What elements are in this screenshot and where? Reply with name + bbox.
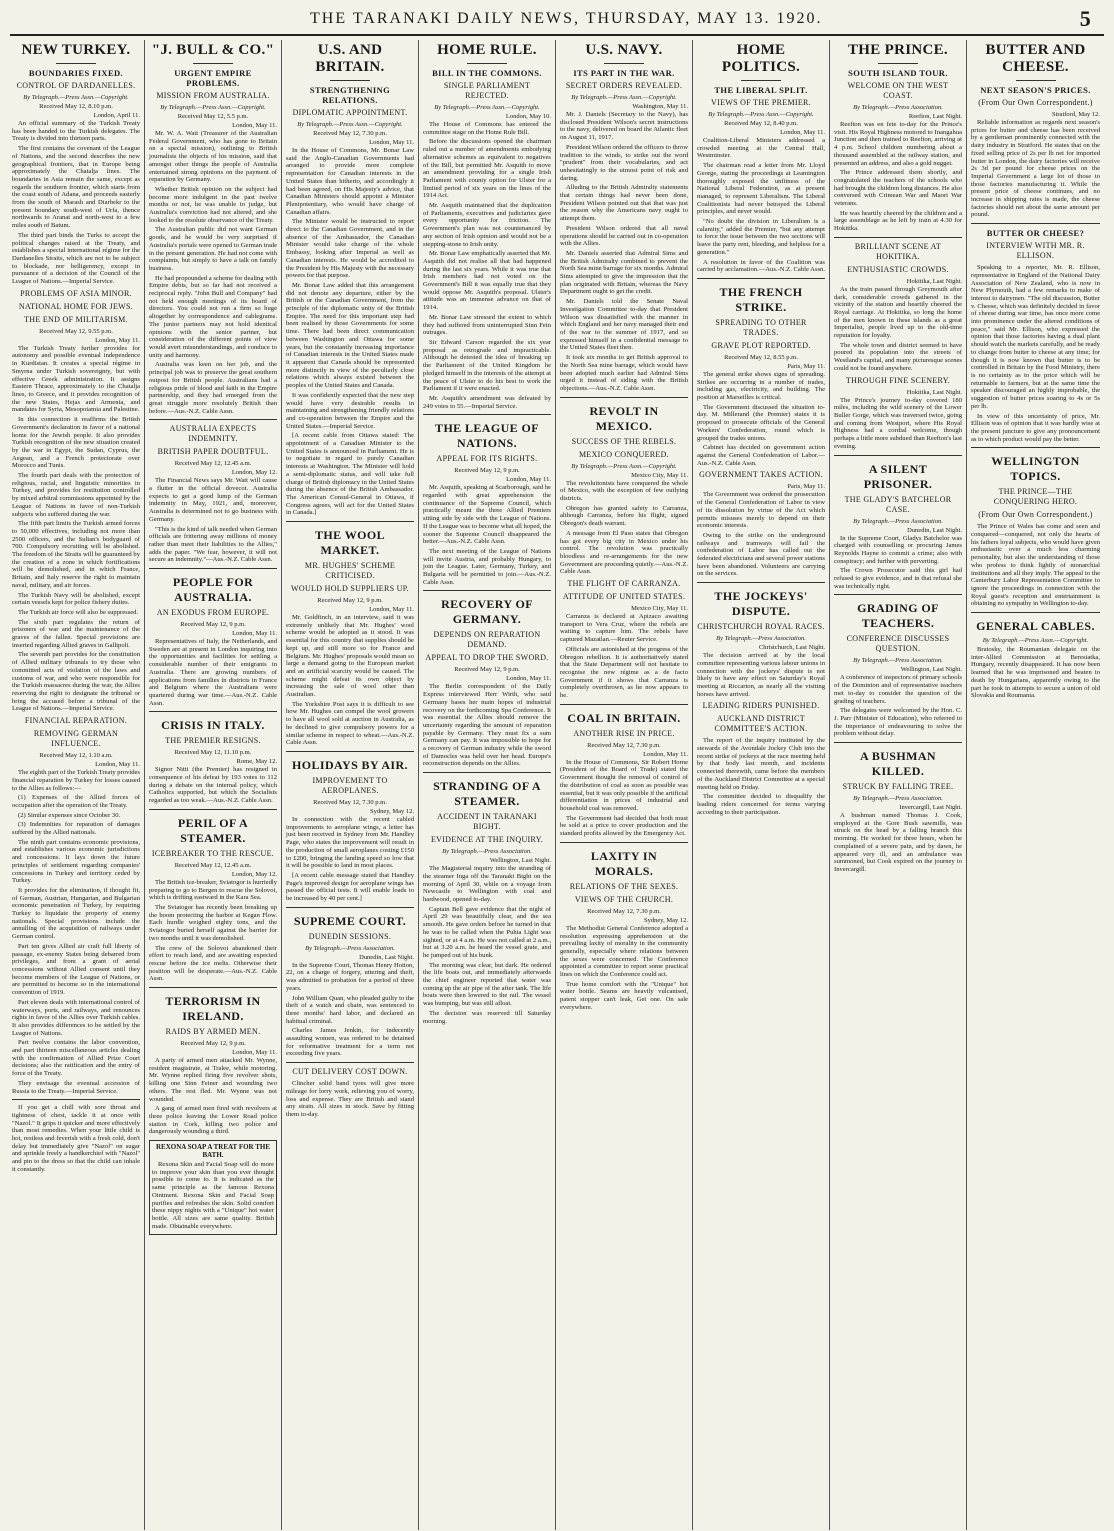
paragraph: The eighth part of the Turkish Treaty provides financial reparation by Turkey for losses caused to the Allies as follows:—	[12, 769, 140, 792]
paragraph: Mr. Bonar Law added that this arrangement did not denote any departure, either by the British or the Canadian Government, from the principle of the diplomatic unity of the British Empire. The need for this important step had been realised by those Governments for some time. There had been direct communication between Washington and Ottawa for some years, but the constantly increasing importance of Canadian interests in the United States made it apparent that Canada should be represented more distinctly in view of the peculiarly close relations which always existed between the peoples of the United States and Canada.	[286, 281, 414, 390]
paragraph: True home comfort with the "Unique" hot water bottle. Seams are heavily vulcanised, patent stopper can't leak, Get one. On sale everywhere.	[560, 980, 688, 1011]
received-line: Received May 12, 8.40 p.m.	[724, 120, 798, 127]
paragraph: In the House of Commons, Sir Robert Horne (President of the Board of Trade) stated the Government thought the removal of control of the distribution of coal as soon as possible was essential, but it was only possible if the artificial differentiation in prices of industrial and household coal was removed.	[560, 758, 688, 812]
byline: By Telegraph.—Press Assn.—Copyright.	[23, 94, 129, 101]
paragraph: The delegates were welcomed by the Hon. C. J. Parr (Minister of Education), who referred to the importance of endeavouring to solve the problem without delay.	[834, 707, 962, 738]
dateline: London, May 10.	[505, 113, 551, 120]
headline: A BUSHMAN KILLED.	[860, 749, 936, 779]
headline: "J. BULL & CO."	[151, 42, 275, 58]
subhead: (From Our Own Correspondent.)	[978, 510, 1093, 520]
paragraph: The Sviatogor has recently been breaking up the boom protecting the harbor at Kegan Flow. Each hurdle weighed eighty tons, and the Sviatogor buried herself against the barrier for two months until it was demolished.	[149, 904, 277, 942]
headline: THE LEAGUE OF NATIONS.	[435, 421, 539, 451]
subhead: APPEAL FOR ITS RIGHTS.	[436, 454, 538, 464]
paragraph: Mr. Daniels asserted that Admiral Sims and the British Admiralty combined to prevent the North Sea mine barrage for six months. Admiral Sims attempted to give the impression that the plan originated with Britain, whereas the Navy Department ought to get the credit.	[560, 249, 688, 296]
byline: By Telegraph.—Press Assn.—Copyright.	[160, 104, 266, 111]
dateline: London, April 11.	[93, 112, 140, 119]
subhead: IMPROVEMENT TO AEROPLANES.	[312, 776, 388, 795]
subhead: ATTITUDE OF UNITED STATES.	[562, 592, 686, 602]
headline: RECOVERY OF GERMANY.	[441, 597, 533, 627]
column-4	[419, 40, 556, 1530]
subhead: VIEWS OF THE PREMIER.	[711, 98, 811, 107]
subhead: LEADING RIDERS PUNISHED.	[702, 701, 820, 711]
paragraph: Part eleven deals with international control of waterways, ports, and railways, and renounces rights in favor of the Allies over Turkish cables. It also provides differences to be settled by the League of Nations.	[12, 998, 140, 1037]
paragraph: Mr. Bonar Law stressed the extent to which they had suffered from uninterrupted Sinn Fein outrages.	[423, 313, 551, 337]
paragraph: John William Quan, who pleaded guilty to the theft of a watch and chain, was sentenced to three months' hard labor, and declared an habitual criminal.	[286, 994, 414, 1025]
byline: By Telegraph.—Press Assn.—Copyright.	[708, 111, 814, 118]
paragraph: They envisage the eventual accession of Russia to the Treaty.—Imperial Service.	[12, 1079, 140, 1095]
paragraph: The next meeting of the League of Nations will invite Austria, and probably Hungary, to join the League. Later, Germany, Turkey, and Bulgaria will be permitted to join.—Aus.-N.Z. Cable Assn.	[423, 547, 551, 586]
headline: THE FRENCH STRIKE.	[719, 284, 803, 314]
headline: THE WOOL MARKET.	[315, 528, 385, 558]
received-line: Received May 12, 8.10 p.m.	[39, 103, 113, 110]
paragraph: Coalition-Liberal Ministers addressed a crowded meeting at the Central Hall, Westminster.	[697, 137, 825, 160]
paragraph: The Financial News says Mr. Watt will cause a flutter in the official dovecot. Australia expects to get a good lump of the German indemnity in May, 1921, and, moreover, Australia is determined not to go business with Germany.	[149, 477, 277, 523]
subhead: PROBLEMS OF ASIA MINOR.	[20, 288, 132, 298]
paragraph: The whole town and district seemed to have poured its population into the streets of Westland's capital, and many picturesque scenes could not be found anywhere.	[834, 341, 962, 372]
paragraph: Alluding to the British Admiralty statements that certain things had never been done, President Wilson pointed out that that was just the reason why the Americans navy ought to attempt them.	[560, 184, 688, 223]
subhead: STRENGTHENING RELATIONS.	[309, 85, 391, 105]
paragraph: In the House of Commons, Mr. Bonar Law said the Anglo-Canadian Governments had arranged to provide more complete representation for Canadian interests in the United States than hitherto, and accordingly it had been agreed, on His Majesty's advice, that Canadian Ministers should appoint a Minister Plenipotentiary, who would have charge of Canadian affairs.	[286, 147, 414, 216]
dateline: Sydney, May 12.	[370, 808, 414, 815]
subhead: RAIDS BY ARMED MEN.	[165, 1027, 261, 1037]
paragraph: Reefton was en fete to-day for the Prince's visit. His Royal Highness motored to Inangahua Junction and then trained to Reefton, arriving at 4 p.m. School children numbering about a thousand assembled at the railway station, and presented an address, and also a gold nugget.	[834, 121, 962, 167]
headline: PERIL OF A STEAMER.	[177, 815, 249, 845]
paragraph: Mr. Asquith, speaking at Scarborough, said he regarded with great apprehension the continuance of the Supreme Council, which practically meant the three Allied Premiers sitting side by side with the League of Nations. If the League was to become what all hoped, the sooner the Supreme Council disappeared the better.—Aus.-N.Z. Cable Assn.	[423, 484, 551, 546]
dateline: Mexico City, May 11.	[631, 605, 688, 613]
subhead: EVIDENCE AT THE INQUIRY.	[430, 835, 544, 845]
paragraph: The Yorkshire Post says it is difficult to see how Mr. Hughes can compel the wool growers to have all wool sold at auction in Australia, as he declined to give compulsory powers for a similar scheme in respect to wheat.—Aus.-N.Z. Cable Assn.	[286, 700, 414, 747]
paragraph: The Minister would be instructed to report direct to the Canadian Government, and in the absence of the Ambassador, the Canadian Minister would take charge of the whole Embassy, looking after Imperial as well as Canadian interests. He would be accredited to the President by His Majesty with the necessary powers for that purpose.	[286, 218, 414, 280]
paragraph: A resolution in favor of the Coalition was carried by acclamation.—Aus.-N.Z. Cable Assn.	[697, 258, 825, 274]
subhead: MR. HUGHES' SCHEME CRITICISED.	[304, 561, 396, 581]
headline: REVOLT IN MEXICO.	[589, 403, 659, 433]
subhead: NATIONAL HOME FOR JEWS.	[18, 301, 134, 311]
paragraph: The Government discussed the situation to-day. M. Millerand (the Premier) states it is proposed to prosecute officials of the General Workers' Confederation, round which is grouped the trades unions.	[697, 403, 825, 442]
received-line: Received May 12, 12.45 a.m.	[174, 861, 252, 869]
paragraph: The Berlin correspondent of the Daily Express interviewed Herr Wirth, who said Germany bases her main hopes of industrial recovery on the forthcoming Spa Conference. It was essential the Allies should remove the uncertainty regarding the amount of reparation payable by Germany. They must fix a sum Germany can pay. It was impossible to hope for a recovery of German industry while the sword of Damocles was held over her head. Europe's reconstruction depends on the Allies.	[423, 683, 551, 768]
dateline: Dunedin, Last Night.	[907, 526, 962, 534]
headline: TERRORISM IN IRELAND.	[165, 994, 261, 1024]
headline: U.S. AND BRITAIN.	[315, 42, 385, 75]
advertisement-text: Rexona Skin and Facial Soap will do more to improve your skin than you ever thought possible to come to. It is indicated as the same principle as the famous Rexona Ointment. Rexona Skin and Facial Soap purifies and refreshes the skin. Solid comfort these nippy nights with a "Unique" hot water bottle. All sizes are same quality. British made. Obtainable everywhere.	[152, 1161, 274, 1230]
paragraph: He had propounded a scheme for dealing with Empire debts, but so far had not received a reciprocal reply. "John Bull and Company" had not held enough meetings of its board of directors. You could not run a firm so huge altogether by correspondence and cablegrams. The junior partners may not hold identical opinions with the senior partner, but consideration of the different points of view would avert misunderstandings, and conduce to unity and harmony.	[149, 274, 277, 359]
dateline: London, May 11.	[643, 750, 688, 758]
paragraph: The Crown Prosecutor said this girl had refused to give evidence, and in that refusal she was technically right.	[834, 567, 962, 590]
subhead: APPEAL TO DROP THE SWORD.	[425, 653, 549, 663]
byline: By Telegraph.—Press Assn.—Copyright.	[571, 462, 677, 470]
dateline: Mexico City, May 11.	[631, 471, 688, 479]
paragraph: A party of armed men attacked Mr. Wynne, resident magistrate, at Tralee, while motoring. Mr. Wynne replied firing five revolver shots, killing one Sinn Feiner and wounding two others. The rest fled. Mr. Wynne was not wounded.	[149, 1057, 277, 1103]
paragraph: The Prince's journey to-day covered 180 miles, including the wild scenery of the Lower Buller Gorge, which was traversed twice, going and coming from Westport, where His Royal Highness had a cordial welcome, though perhaps a little more subdued than Reefton's last evening.	[834, 396, 962, 450]
dateline: London, May 11.	[232, 1049, 277, 1057]
paragraph: Signor Nitti (the Premier) has resigned in consequence of his defeat by 193 votes to 112 during a debate on the internal policy, which Catholics supported, but which the Socialists regarded as too weak.—Aus.-N.Z. Cable Assn.	[149, 766, 277, 805]
paragraph: Reliable information as regards next season's prices for butter and cheese has been received by a gentleman prominently connected with the dairy industry in Stratford. He states that on the fixed selling price of 2s per lb net for imported butter in London, the dairy factories will receive 2s 3d per pound for cheese prices on the Imperial Government a large lot of those to those factories manufacturing it. While the present price of cheese continues, and no increase in shipping rates is made, the cheese factories should net about the same amount per pound.	[971, 119, 1100, 219]
paragraph: In the Supreme Court, Thomas Henry Hotton, 22, on a charge of forgery, uttering and theft, was admitted to probation for a period of three years.	[286, 961, 414, 992]
paragraph: Before the discussions opened the chairman ruled out a number of amendments embodying alternative schemes as equivalent to negatives of the Bill, but permitted Mr. Asquith to move an amendment providing for a single Irish Parliament with county option for Ulster for a limited period of six years on the lines of the 1914 Act.	[423, 138, 551, 200]
dateline: London, May 11.	[95, 336, 140, 344]
paragraph: Representatives of Italy, the Netherlands, and Sweden are at present in London inquiring into the opportunities and facilities for settling a considerable number of their emigrants in Australia. There are growing numbers of applications from families in districts in France and Belgium where the Australians were quartered during war time.—Aus.-N.Z. Cable Assn.	[149, 638, 277, 707]
subhead: GOVERNMENT TAKES ACTION.	[699, 470, 823, 480]
subhead: CONFERENCE DISCUSSES QUESTION.	[846, 634, 950, 654]
subhead: DUNEDIN SESSIONS.	[308, 931, 392, 941]
paragraph: The decision was reserved till Saturday morning.	[423, 1009, 551, 1025]
byline: By Telegraph.—Press Association.	[853, 104, 943, 111]
subhead: SINGLE PARLIAMENT REJECTED.	[443, 81, 531, 100]
paragraph: Part twelve contains the labor convention, and part thirteen miscellaneous articles dealing with the confirmation of Allied Prize Court decisions; also the ratification and the entry of force of the Treaty.	[12, 1039, 140, 1078]
masthead	[10, 4, 1104, 36]
subhead: (From Our Own Correspondent.)	[978, 98, 1093, 107]
received-line: Received May 12, 9 p.m.	[454, 467, 520, 475]
masthead-title: THE TARANAKI DAILY NEWS, THURSDAY, MAY 13. 1920.	[310, 10, 823, 27]
paragraph: In the Supreme Court, Gladys Batchelor was charged with counselling or procuring James Reynolds Hayne to commit a crime; also with conspiracy; and further with perverting.	[834, 534, 962, 565]
columns	[8, 40, 1106, 1530]
paragraph: The report of the inquiry instituted by the stewards of the Avondale Jockey Club into the recent strike of jockeys at the race meeting held by that body last month, and incidents connected therewith, came before the members of the Auckland District Committee at a special meeting held on Friday.	[697, 737, 825, 791]
dateline: Christchurch, Last Night.	[758, 644, 825, 652]
paragraph: In view of this uncertainty of price, Mr. Ellison was of opinion that it was hardly wise at the present juncture to give any pronouncement as to which product would pay the better.	[971, 412, 1100, 443]
dateline: Hokitika, Last Night.	[906, 277, 962, 285]
subhead: AUCKLAND DISTRICT COMMITTEE'S ACTION.	[714, 714, 808, 734]
received-line: Received May 12, 7.30 p.m.	[313, 130, 387, 137]
paragraph: The chairman read a letter from Mr. Lloyd George, stating the proceedings at Leamington thoroughly exposed the unfitness of the National Liberal Federation, as at present managed, to represent Liberalism. The Liberal Coalitionists had never betrayed the Liberal principles, and never would.	[697, 162, 825, 216]
subhead: INTERVIEW WITH MR. R. ELLISON.	[986, 241, 1085, 261]
advertisement-text: If you get a chill with sore throat and tightness of chest, tackle it at once with "Nazol." It grips it quicker and more effectively than most remedies. When your little child is hot, restless and feverish with a fresh cold, don't delay but immediately give "Nazol" on sugar and sprinkle freely a handkerchief with "Nazol" and pin to the dress so that the child can inhale it constantly.	[12, 1104, 140, 1173]
paragraph: Clincher solid band tyres will give more mileage for lorry work, relieving you of worry, loss and expense. They are British and stand any strain. All sizes in stock. Save by fitting them to-day.	[286, 1080, 414, 1118]
paragraph: Mr. W. A. Watt (Treasurer of the Australian Federal Government, who has gone to Britain on a special mission), outlining to British journalists the objects of his mission, said that amongst other things the people of Australia entertained strong opinions on the payment of reparation by Germany.	[149, 130, 277, 184]
subhead: MEXICO CONQUERED.	[579, 449, 669, 459]
received-line: Received May 12, 11.10 p.m.	[174, 749, 252, 757]
headline: NEW TURKEY.	[21, 42, 131, 58]
subhead: THE GLADY'S BATCHELOR CASE.	[844, 494, 952, 514]
paragraph: The Government had decided that both must be sold at a price to cover production and the standard profits allowed by the Emergency Act.	[560, 814, 688, 838]
dateline: London, May 11.	[369, 139, 414, 146]
byline: By Telegraph.—Press Association.	[853, 795, 943, 803]
received-line: Received May 12, 7.30 p.m.	[587, 741, 661, 749]
paragraph: The third part binds the Turks to accept the political changes raised at the Treaty, and establishes a special international régime for the Dardanelles Straits, which are not to be subject to blockade, nor belligerency, except in pursuance of a decision of the Council of the League of Nations.—Imperial Service.	[12, 231, 140, 286]
subhead: ACCIDENT IN TARANAKI BIGHT.	[437, 812, 537, 832]
column-8	[967, 40, 1104, 1530]
subhead: WELCOME ON THE WEST COAST.	[847, 81, 949, 100]
paragraph: It took six months to get British approval to the North Sea mine barrage, which would have been adopted much earlier had Admiral Sims urged it instead of siding with the British objections.—Aus.-N.Z. Cable Assn.	[560, 354, 688, 392]
subhead: MISSION FROM AUSTRALIA.	[156, 91, 270, 100]
headline: GENERAL CABLES.	[976, 619, 1095, 634]
dateline: London, May 11.	[780, 129, 825, 136]
subhead: FINANCIAL REPARATION.	[24, 716, 128, 726]
subhead: ENTHUSIASTIC CROWDS.	[847, 264, 949, 274]
byline: By Telegraph.—Press Assn.—Copyright.	[982, 637, 1089, 645]
subhead: BOUNDARIES FIXED.	[28, 68, 124, 78]
subhead: WOULD HOLD SUPPLIERS UP.	[291, 584, 409, 594]
paragraph: Mr. Daniels told the Senate Naval Investigation Committee to-day that President Wilson was dissatisfied with the manner in which England and her navy managed their end of the war to the summer of 1917, and so expressed himself in a confidential message to the United States fleet then.	[560, 298, 688, 352]
subhead: AUSTRALIA EXPECTS INDEMNITY.	[169, 424, 257, 444]
advertisement-title: REXONA SOAP A TREAT FOR THE BATH.	[155, 1143, 271, 1160]
headline: GRADING OF TEACHERS.	[857, 601, 939, 631]
column-5	[556, 40, 693, 1530]
byline: By Telegraph.—Press Assn.—Copyright.	[571, 94, 677, 101]
headline: THE PRINCE.	[848, 42, 948, 58]
paragraph: The Magisterial inquiry into the stranding of the steamer Inga off the Taranaki Bight on the morning of April 30, while on a voyage from Newcastle to Wellington with coal and hardwood, opened to-day.	[423, 865, 551, 903]
subhead: CHRISTCHURCH ROYAL RACES.	[697, 622, 825, 632]
paragraph: Carranza is declared at Apizaco awaiting transport to Vera Cruz, where the rebels are waiting to capture him. The rebels have captured Mazatlan.—Reuter Service.	[560, 613, 688, 644]
column-7	[830, 40, 967, 1530]
paragraph: The Methodist General Conference adopted a resolution expressing apprehension at the prevailing laxity of morality in the community generally, especially where relations between the sexes were concerned. The Conference appointed a committee to report some practical lines on which the Conference could act.	[560, 924, 688, 979]
subhead: SOUTH ISLAND TOUR.	[848, 68, 948, 78]
paragraph: The revolutionists have conquered the whole of Mexico, with the exception of few outlying districts.	[560, 479, 688, 503]
paragraph: Whether British opinion on the subject had become more indulgent in the past twelve months or not, he was unable to judge, but Australia's conviction had not altered, and she looked to the resolute observance of the Treaty.	[149, 185, 277, 224]
subhead: BRILLIANT SCENE AT HOKITIKA.	[854, 241, 942, 261]
page-number: 5	[1079, 6, 1092, 31]
paragraph: Charles James Jenkin, for indecently assaulting women, was ordered to be detained for reformative treatment for a term not exceeding five years.	[286, 1027, 414, 1058]
received-line: Received May 12, 12.45 a.m.	[174, 460, 252, 468]
headline: U.S. NAVY.	[585, 42, 663, 58]
headline: SUPREME COURT.	[293, 913, 407, 928]
paragraph: The morning was clear, but dark. He ordered the life boats out, and immediately afterwards the chief engineer reported that water was coming up the air pipe of the after tank. The life boats were then lowered to the rail. The vessel was bumping, but was still afloat.	[423, 961, 551, 1008]
dateline: London, May 12.	[231, 870, 277, 878]
received-line: Received May 12, 8.55 p.m.	[724, 353, 798, 361]
paragraph: [A recent cable from Ottawa stated: The appointment of a Canadian Minister to the United States is announced in Parliament. He is to negotiate in regard to purely Canadian interests at Washington. The Minister will hold a semi-diplomatic status, and will take full charge of British diplomacy in the United States during the absence of the British Ambassador. The American Consul-General in Ottawa, if Congress agrees, will act for the United States in Canada.]	[286, 432, 414, 517]
subhead: DIPLOMATIC APPOINTMENT.	[292, 108, 408, 117]
paragraph: The Turkish air force will also be suppressed.	[18, 608, 139, 616]
paragraph: Captain Bell gave evidence that the night of April 29 was beautifully clear, and the sea smooth. He gave orders before he turned in that he was to be called when the Puhia Light was sighted, or at 4 a.m. He was not called at 2 a.m., but at 3.20 a.m. he heard the vessel grate, and he jumped out of his bunk.	[423, 905, 551, 959]
subhead: GRAVE PLOT REPORTED.	[711, 340, 811, 350]
subhead: AN EXODUS FROM EUROPE.	[156, 608, 270, 618]
headline: STRANDING OF A STEAMER.	[433, 779, 541, 809]
subhead: THE FLIGHT OF CARRANZA.	[567, 579, 681, 589]
dateline: Sydney, May 12.	[644, 916, 688, 924]
byline: By Telegraph.—Press Assn.—Copyright.	[434, 104, 540, 111]
paragraph: Obregon has granted safety to Carranza, although Carranza, before his flight, signed Obregon's death warrant.	[560, 504, 688, 528]
received-line: Received May 12, 5.5 p.m.	[177, 113, 249, 120]
paragraph: A conference of inspectors of primary schools of the Dominion and of representative teachers met to-day to consider the question of the grading of teachers.	[834, 674, 962, 705]
paragraph: The Turkish Navy will be abolished, except certain vessels kept for police fishery duties.	[12, 591, 140, 607]
paragraph: It was confidently expected that the new step would have very desirable results in maintaining and strengthening friendly relations and co-operation between the Empire and the United States.—Imperial Service.	[286, 391, 414, 430]
byline: By Telegraph.—Press Association.	[716, 635, 806, 643]
subhead: THROUGH FINE SCENERY.	[845, 375, 951, 385]
paragraph: The crew of the Solovoi abandoned their effort to reach land, and are awaiting expected rescue before the ice melts. Otherwise their position will be desperate.—Aus.-N.Z. Cable Assn.	[149, 944, 277, 983]
subhead: BILL IN THE COMMONS.	[432, 68, 542, 78]
paragraph: The Turkish Treaty further provides for autonomy and possible eventual independence in Kurdistan. It creates a special régime in Smyrna under Turkish sovereignty, but with effective Greek administration. It assigns Eastern Thrace, approximately to the Chatalja lines, to Greece, and it provides recognition of the new States, Hejas and Armenia, and mandates for Syria, Mesopotamia and Palestine.	[12, 344, 140, 414]
dateline: Wellington, Last Night.	[489, 857, 551, 865]
paragraph: Mr. Goldfinch, in an interview, said it was extremely unlikely that Mr. Hughes' wool scheme would be adopted as it stood. It was essential for this country that supplies should be kept up, and still more so for France and Belgium. Mr. Hughes' proposals would mean so large a demand going to the European market and an artificial scarcity would be caused. The scheme might defeat its own object by increasing the sale of wool other than Australian.	[286, 614, 414, 699]
paragraph: Officials are astonished at the progress of the Obregon rebellion. It is authoritatively stated that the State Department will not hesitate to recognise the new régime as a de facto Government if it shows that Carranza is completely overthrown, as he now appears to be.	[560, 645, 688, 700]
paragraph: In this connection it reaffirms the British Government's declaration in favor of a national home for the Jewish people. It also provides Turkish recognition of the new situation created by the war in Egypt, the Sudan, Cyprus, the Aegean, and a French protectorate over Morocco and Tunis.	[12, 416, 140, 470]
received-line: Received May 12, 9 p.m.	[180, 621, 246, 629]
subhead: BUTTER OR CHEESE?	[986, 228, 1085, 239]
dateline: Reefton, Last Night.	[908, 113, 962, 120]
headline: CRISIS IN ITALY.	[161, 718, 265, 733]
paragraph: (3) Indemnities for reparation of damages suffered by the Allied nationals.	[12, 821, 140, 837]
headline: LAXITY IN MORALS.	[590, 848, 658, 878]
headline: COAL IN BRITAIN.	[567, 710, 681, 725]
paragraph: The first contains the covenant of the League of Nations, and the second describes the new geographical frontiers, that in Europe being approximately the Chatalja lines. The boundaries in Asia remain the same, except as regards the southern frontier, which starts from the coast south of Adana, and proceeds easterly from the south of Marash and Diarbekr to the present boundary south-west of Urfa, thence northwards to Aranat and north-west to a few miles south of Batum.	[12, 145, 140, 230]
paragraph: Speaking to a reporter, Mr. R. Ellison, representative in England of the National Dairy Association of New Zealand, who is now in New Plymouth, had a few remarks to make of interest to dairymen. "The old discussion, Butter v. Cheese, which was definitely decided in favor of cheese during war time, has once more come into prominence under the altered conditions of peace," said Mr. Ellison, who expressed the opinion that those factories having a dual plant should watch the markets carefully, and be ready to change from butter to cheese at any time; for though it is now known that butter is to be controlled in Britain by the Food Ministry, there is no certainty as to the price which will be returnable to farmers, but at the same time the speaker discouraged an highly improbable, the suggestion of butter prices soaring to 4s or 5s per lb.	[971, 264, 1100, 410]
paragraph: The Prince of Wales has come and seen and conquered—conquered, not only the hearts of his fathers loyal subjects, who would have given enthusiastic over a much less charming personality, but also the understanding of those who profess to think lightly of monarchial institutions and all they imply. The appeal to the Canterbury Labor Representation Committee to ignore the proceedings in connection with the Royal guest's reception and entertainment is obtaining no sympathy in Wellington to-day.	[971, 523, 1100, 608]
dateline: Paris, May 11.	[787, 362, 825, 370]
subhead: THE PRINCE—THE CONQUERING HERO.	[993, 487, 1078, 507]
paragraph: Mr. Asquith's amendment was defeated by 249 votes to 55.—Imperial Service.	[423, 394, 551, 410]
headline: HOME POLITICS.	[721, 42, 801, 75]
paragraph: A message from El Paso states that Obregon has got every big city in Mexico under his control. The revolution was practically bloodless and re-arrangements for the new Government are proceeding quietly.—Aus.-N.Z. Cable Assn.	[560, 529, 688, 576]
byline: By Telegraph.—Press Assn.—Copyright.	[297, 121, 403, 128]
dateline: London, May 11.	[232, 122, 277, 129]
paragraph: President Wilson ordered the officers to throw tradition to the winds, to strike out the word "prudent" from their vocabularies, and act unhesitatingly to the utmost point of risk and daring.	[560, 143, 688, 182]
subhead: SPREADING TO OTHER TRADES.	[715, 317, 807, 337]
byline: By Telegraph.—Press Association.	[305, 944, 395, 952]
received-line: Received May 12, 9 p.m.	[317, 597, 383, 605]
paragraph: The Government was ordered the prosecution of the General Confederation of Labor in view of its dissolution by virtue of the Act which permits misuses merely to depend on their economic interests.	[697, 491, 825, 530]
received-line: Received May 12, 1.10 a.m.	[39, 752, 113, 760]
subhead: BRITISH PAPER DOUBTFUL.	[157, 447, 269, 457]
paragraph: It provides for the elimination, if thought fit, of German, Austrian, Hungarian, and Bulgarian economic penetration of Turkey, by requiring Turkey to liquidate the property of enemy nationals. Special provisions include the annulling of the acquisition of railways under German control.	[12, 886, 140, 941]
paragraph: The fifth part limits the Turkish armed forces to 50,000 effectives, including not more than 2500 officers, and the Sultan's bodyguard of 700. Compulsory recruiting will be abolished. The freedom of the Straits will be guaranteed by the creation of a zone in which fortifications will be demolished, and in which France, Britain, and Italy reserve the right to maintain naval, military, and air forces.	[12, 520, 140, 589]
byline: By Telegraph.—Press Association.	[853, 517, 943, 525]
paragraph: Cabinet has decided on government action against the General Confederation of Labor.—Aus.-N.Z. Cable Assn.	[697, 444, 825, 467]
paragraph: An official summary of the Turkish Treaty has been handed to the Turkish delegates. The Treaty is divided into thirteen parts.	[12, 120, 140, 143]
subhead: CONTROL OF DARDANELLES.	[16, 81, 136, 90]
subhead: NEXT SEASON'S PRICES.	[980, 85, 1091, 95]
paragraph: (1) Expenses of the Allied forces of occupation after the operation of the Treaty.	[12, 794, 140, 809]
paragraph: Australia was keen on her job, and the principal job was to preserve the great southern outpost for British people. Australians had a religious pride of blood and faith in the Empire partnership, and they had emerged from the great struggle more resolutely British than before.—Aus.-N.Z. Cable Assn.	[149, 361, 277, 415]
paragraph: The Australian public did not want German goods, and he would be very surprised if Australia's portals were opened to German trade in the present generation. He had not come with complaints, but simply to have a talk on family business.	[149, 226, 277, 272]
advertisement	[149, 1140, 277, 1235]
paragraph: (2) Similar expenses since October 30.	[18, 811, 121, 819]
paragraph: President Wilson ordered that all naval operations should be carried out in co-operation with the Allies.	[560, 224, 688, 248]
subhead: ITS PART IN THE WAR.	[573, 68, 675, 78]
headline: PEOPLE FOR AUSTRALIA.	[172, 575, 254, 605]
paragraph: The British ice-breaker, Sviatogor is hurriedly preparing to go to Bergen to rescue the Solovoi, which is drifting eastward in the Kara Sea.	[149, 878, 277, 902]
subhead: CUT DELIVERY COST DOWN.	[292, 1067, 408, 1077]
received-line: Received May 12, 9 p.m.	[180, 1040, 246, 1048]
dateline: London, May 11.	[506, 675, 551, 683]
subhead: SECRET ORDERS REVEALED.	[565, 81, 683, 90]
dateline: Washington, May 11.	[632, 103, 688, 110]
paragraph: The sixth part regulates the return of prisoners of war and the maintenance of the graves of the fallen. Special provisions are inserted regarding Allied graves in Gallipoli.	[12, 618, 140, 649]
received-line: Received May 12, 7.30 p.m.	[313, 799, 387, 806]
column-2	[145, 40, 282, 1530]
headline: A SILENT PRISONER.	[863, 461, 933, 491]
headline: BUTTER AND CHEESE.	[985, 42, 1086, 75]
paragraph: A gang of armed men fired with revolvers at three police leaving the Lower Road police station in Cork, killing two police and dangerously wounding a third.	[149, 1105, 277, 1136]
dateline: London, May 11.	[232, 630, 277, 638]
received-line: Received May 12, 7.30 p.m.	[587, 907, 661, 915]
dateline: London, May 11.	[369, 606, 414, 614]
paragraph: "No doubt the division in Liberalism is a calamity," added the Premier, "but any attempt to force the issue between the two sections will leave the party rent, bleeding, and helpless for a generation."	[697, 218, 825, 256]
subhead: ICEBREAKER TO THE RESCUE.	[151, 848, 275, 858]
paragraph: Owing to the strike on the underground railways and tramways will fail the confederation of Labor has called out the federated electricians and several power stations have been abandoned. Volunteers are carrying on the services.	[697, 531, 825, 578]
paragraph: As the train passed through Greymouth after dark, considerable crowds gathered in the vicinity of the station and heartily cheered the Royal carriage. At Hokitika, so long the home of the men known in these islands as a great Imperialist, people lived up to the old-time reputation for loyalty.	[834, 285, 962, 340]
dateline: Invercargill, Last Night.	[899, 804, 962, 812]
subhead: THE END OF MILITARISM.	[24, 314, 128, 324]
subhead: URGENT EMPIRE PROBLEMS.	[174, 68, 252, 88]
headline: HOLIDAYS BY AIR.	[292, 758, 408, 772]
paragraph: "This is the kind of talk needed when German officials are frittering away millions of money rather than meet their liabilities to the Allies," adds the paper. "We fear, however, it will not secure an indemnity."—Aus.-N.Z. Cable Assn.	[149, 525, 277, 564]
subhead: ANOTHER RISE IN PRICE.	[573, 728, 675, 738]
paragraph: The Prince addressed them shortly, and congratulated the teachers of the schools who had brought the children long distances. He also conversed with Crimean War and Maori War veterans.	[834, 169, 962, 208]
headline: WELLINGTON TOPICS.	[991, 454, 1080, 484]
received-line: Received May 12, 9 p.m.	[454, 666, 520, 674]
dateline: Wellington, Last Night.	[900, 666, 962, 674]
dateline: London, May 11.	[95, 761, 140, 769]
paragraph: Part ten gives Allied air craft full liberty of passage, ex-enemy States being debarred from privileges, and from a grant of aerial concessions without Allied consent until they become members of the League of Nations, or are permitted to become so in the international convention of 1919.	[12, 942, 140, 997]
column-3	[282, 40, 419, 1530]
headline: THE JOCKEYS' DISPUTE.	[714, 589, 808, 619]
dateline: London, May 11.	[506, 476, 551, 484]
paragraph: [A recent cable message stated that Handley Page's improved design for aeroplane wings has passed the official tests. It will enable loads to be increased by 40 per cent.]	[286, 871, 414, 903]
subhead: REMOVING GERMAN INFLUENCE.	[33, 729, 119, 749]
column-1	[8, 40, 145, 1530]
byline: By Telegraph.—Press Association.	[442, 848, 532, 856]
dateline: Hokitika, Last Night.	[906, 388, 962, 396]
paragraph: Mr. Asquith maintained that the duplication of Parliaments, executives and judiciaries gave every opportunity for friction. The Government's plan was not countenanced by any section of Irish opinion and would not be a stepping-stone to Irish unity.	[423, 202, 551, 248]
dateline: Stratford, May 12.	[1051, 111, 1100, 118]
dateline: Dunedin, Last Night.	[359, 953, 414, 961]
paragraph: Mr. Bonar Law emphatically asserted that Mr. Asquith did not realise all that had happened during the last six years. While it was true that Irish members had not voted on the Government's Bill it was equally true that they would oppose Mr. Asquith's proposal. Ulster's attitude was an immense advance on that of 1914.	[423, 250, 551, 312]
byline: By Telegraph.—Press Association.	[853, 657, 943, 665]
paragraph: The House of Commons has entered the committee stage on the Home Rule Bill.	[423, 121, 551, 136]
paragraph: The decision arrived at by the local committee representing various labour unions in connection with the jockeys' dispute is not likely to have any effect on Saturday's Royal meeting at Riccarton, as nearly all the visiting horses have arrived.	[697, 652, 825, 698]
paragraph: A bushman named Thomas J. Cook, employed at the Gore Bush sawmills, was struck on the head by a falling branch this morning. He worked for three hours, when he complained of a severe pain, and by dawn, he appeared very ill, and an ambulance was summoned, but Cook expired on the journey to Invercargill.	[834, 812, 962, 873]
subhead: STRUCK BY FALLING TREE.	[842, 782, 954, 792]
subhead: VIEWS OF THE CHURCH.	[574, 894, 674, 904]
paragraph: Bratosky, the Roumanian delegate on the inter-Allied Commission at Beresiatka, Hungary, recently disappeared. It has now been learned that he was imprisoned and beaten to death by Hungarians, apparently owing to the part he took in attempts to secure a union of old Slovakia and Roumania.	[971, 646, 1100, 700]
subhead: THE LIBERAL SPLIT.	[714, 85, 808, 95]
paragraph: The fourth part deals with the protection of religious, racial, and linguistic minorities in Turkey, and provides for restitution controlled by mixed arbitral commissions appointed by the League of Nations in favor of non-Turkish subjects who suffered during the war.	[12, 472, 140, 518]
subhead: DEPENDS ON REPARATION DEMAND.	[433, 630, 541, 650]
column-6	[693, 40, 830, 1530]
subhead: SUCCESS OF THE REBELS.	[571, 436, 677, 446]
paragraph: He was heartily cheered by the children and a large assemblage as he left by train at 4.30 for Hokitika.	[834, 209, 962, 233]
dateline: Rome, May 12.	[236, 758, 277, 766]
paragraph: The ninth part contains economic provisions, and establishes various economic jurisdictions and concessions. It lays down the future principles of settlement regarding companies' concessions in Turkey and territory ceded by Turkey.	[12, 838, 140, 885]
paragraph: The committee decided to disqualify the leading riders concerned for terms varying according to their participation.	[697, 793, 825, 816]
paragraph: Mr. J. Daniels (Secretary to the Navy), has disclosed President Wilson's secret instructions to the navy, delivered on board the Atlantic fleet on August 11, 1917.	[560, 111, 688, 142]
received-line: Received May 12, 9.55 p.m.	[39, 327, 113, 335]
subhead: RELATIONS OF THE SEXES.	[569, 881, 679, 891]
paragraph: The general strike shows signs of spreading. Strikes are occurring in a number of trades, including gas, electricity, and building. The position at Marseilles is critical.	[697, 370, 825, 402]
paragraph: The seventh part provides for the constitution of Allied military tribunals to try those who committed acts of violation of the laws and customs of war, and who were responsible for the Turkish massacres during the war, the Allies reserving the right to designate the tribunal or bring the accused before a tribunal of the League of Nations.—Imperial Service.	[12, 651, 140, 713]
dateline: Paris, May 11.	[787, 483, 825, 491]
dateline: London, May 12.	[231, 469, 277, 477]
headline: HOME RULE.	[437, 42, 537, 58]
paragraph: Sir Edward Carson regarded the six year proposal as retrograde and impracticable. Although he detested the idea of breaking up the Parliament of the United Kingdom he pledged himself in the interests of the attempt at the peace of Ulster to do his best to work the Parliament if it were enacted.	[423, 338, 551, 393]
subhead: THE PREMIER RESIGNS.	[165, 736, 261, 746]
paragraph: In connection with the recent cabled improvements to aeroplane wings, a letter has just been received in Sydney from Mr. Handley Page, who states the improvement will result in the production of small aeroplanes costing £150 to £200, bringing the landing speed so low that it will be possible to land in most places.	[286, 816, 414, 870]
